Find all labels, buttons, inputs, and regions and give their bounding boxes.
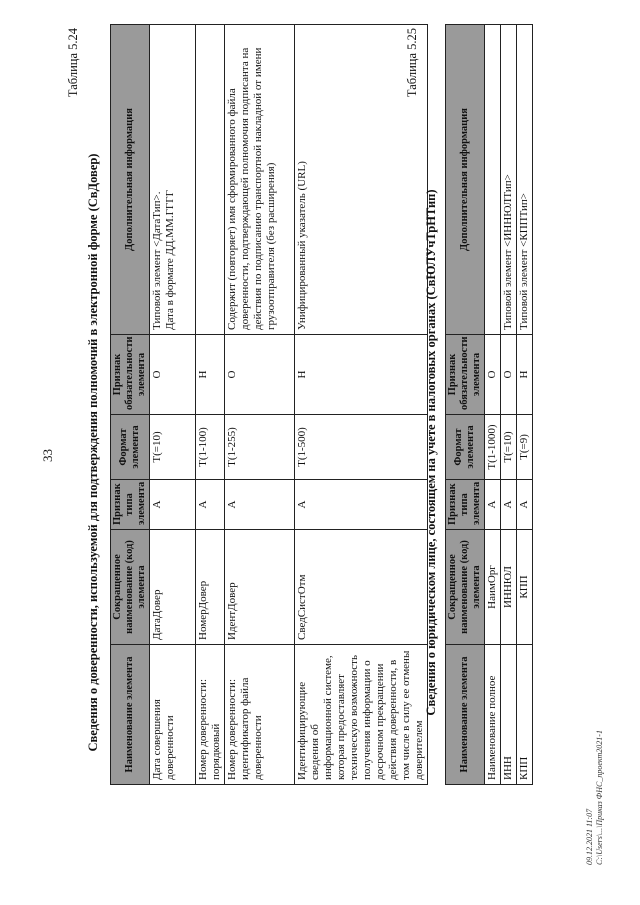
table-svdover [110, 24, 428, 785]
cell-format: T(1-100) [196, 415, 225, 480]
table-row [150, 25, 196, 785]
column-header: Признак обязательности элемента [446, 335, 485, 415]
table-row [485, 25, 501, 785]
cell-element-name: Наименование полное [485, 645, 501, 785]
column-header: Формат элемента [446, 415, 485, 480]
page-number: 33 [40, 449, 55, 462]
cell-type: А [501, 480, 517, 530]
column-header: Дополнительная информация [446, 25, 485, 335]
column-header: Дополнительная информация [111, 25, 150, 335]
cell-element-name: ИНН [501, 645, 517, 785]
cell-format: T(=9) [517, 415, 533, 480]
cell-info: Содержит (повторяет) имя сформированного файла доверенности, подтверждающей полномочия подписанта на действия по подписанию транспортной накладной от имени грузоотправителя (без расширения) [225, 25, 295, 335]
table-row [517, 25, 533, 785]
cell-required: О [225, 335, 295, 415]
cell-format: T(1-255) [225, 415, 295, 480]
cell-info: Типовой элемент <ИННЮЛТип> [501, 25, 517, 335]
cell-code: НаимОрг [485, 530, 501, 645]
column-header: Признак типа элемента [111, 480, 150, 530]
cell-info [485, 25, 501, 335]
cell-element-name: КПП [517, 645, 533, 785]
cell-code: НомерДовер [196, 530, 225, 645]
cell-code: КПП [517, 530, 533, 645]
table-header-row [446, 25, 485, 785]
cell-type: А [150, 480, 196, 530]
table-title: Сведения о юридическом лице, состоящем на учете в налоговых органах (СвЮЛУчТрНТип) [424, 189, 438, 716]
cell-code: ИдентДовер [225, 530, 295, 645]
cell-element-name: Идентифицирующие сведения об информационной системе, которая предоставляет техническую возможность получения информации о досрочном прекращении действия доверенности, в том числе в силу ее отмены доверителем [295, 645, 428, 785]
cell-type: А [485, 480, 501, 530]
cell-code: СведСистОтм [295, 530, 428, 645]
table-label: Таблица 5.25 [405, 28, 419, 98]
table-row [225, 25, 295, 785]
column-header: Формат элемента [111, 415, 150, 480]
stamp-path: C:\Users\...\Приказ ФНС_проект2021-1 [594, 730, 604, 865]
table-label: Таблица 5.24 [66, 28, 80, 98]
column-header: Наименование элемента [446, 645, 485, 785]
table-svyulucht [445, 24, 533, 785]
cell-type: А [517, 480, 533, 530]
table-header-row [111, 25, 150, 785]
cell-info: Типовой элемент <КППТип> [517, 25, 533, 335]
cell-required: О [150, 335, 196, 415]
cell-info [196, 25, 225, 335]
cell-format: T(=10) [501, 415, 517, 480]
cell-required: Н [517, 335, 533, 415]
cell-format: T(1-500) [295, 415, 428, 480]
cell-required: О [485, 335, 501, 415]
cell-element-name: Дата совершения доверенности [150, 645, 196, 785]
cell-info: Унифицированный указатель (URL) [295, 25, 428, 335]
print-stamp [585, 730, 604, 865]
cell-info: Типовой элемент <ДатаТип>. Дата в формате ДД.ММ.ГГГГ [150, 25, 196, 335]
cell-required: Н [295, 335, 428, 415]
cell-required: Н [196, 335, 225, 415]
table-row [196, 25, 225, 785]
column-header: Наименование элемента [111, 645, 150, 785]
cell-element-name: Номер доверенности: идентификатор файла доверенности [225, 645, 295, 785]
column-header: Сокращенное наименование (код) элемента [446, 530, 485, 645]
column-header: Сокращенное наименование (код) элемента [111, 530, 150, 645]
column-header: Признак обязательности элемента [111, 335, 150, 415]
table-row [501, 25, 517, 785]
stamp-date: 09.12.2021 11:07 [585, 808, 594, 865]
cell-type: А [196, 480, 225, 530]
cell-type: А [225, 480, 295, 530]
cell-element-name: Номер доверенности: порядковый [196, 645, 225, 785]
table-title: Сведения о доверенности, используемой для подтверждения полномочий в электронной форме (СвДовер) [86, 153, 100, 752]
column-header: Признак типа элемента [446, 480, 485, 530]
cell-required: О [501, 335, 517, 415]
cell-code: ДатаДовер [150, 530, 196, 645]
cell-format: T(1-1000) [485, 415, 501, 480]
cell-format: T(=10) [150, 415, 196, 480]
table-row [295, 25, 428, 785]
cell-code: ИННЮЛ [501, 530, 517, 645]
cell-type: А [295, 480, 428, 530]
